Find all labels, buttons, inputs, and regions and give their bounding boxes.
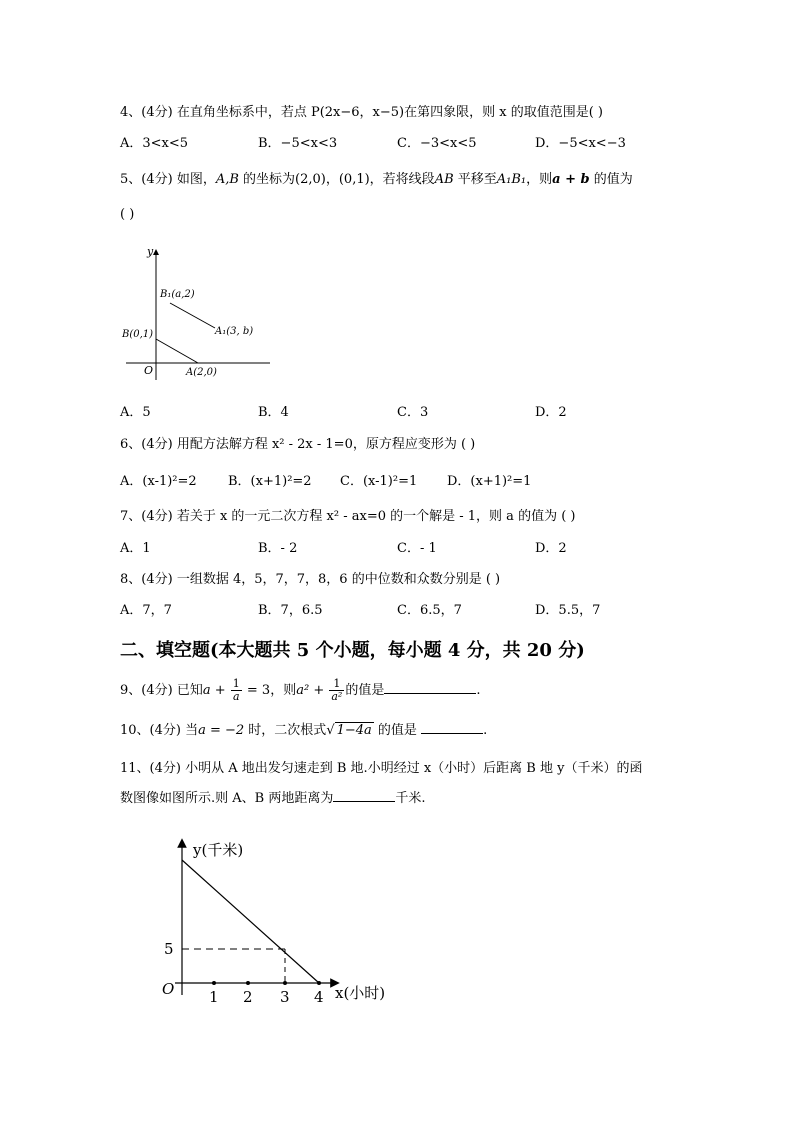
- q11-stem-line2: 数图像如图所示.则 A、B 两地距离为 千米.: [120, 791, 426, 806]
- q5-segment-a1b1: [170, 303, 215, 328]
- q7-option-a: A．1: [120, 541, 151, 556]
- q6-option-d: D．(x+1)²=1: [447, 474, 532, 489]
- q11-tick-dot-1: [212, 981, 216, 985]
- q7-option-d: D．2: [535, 541, 567, 556]
- q11-x-tick-2: 2: [243, 988, 253, 1006]
- q8-option-c: C．6.5，7: [397, 603, 462, 618]
- q5-option-c: C．3: [397, 405, 429, 420]
- q11-line-segment: [182, 860, 319, 983]
- q9-stem: 9、(4分) 已知a + $\frac{1}{a}$ = 3，则a² + $\frac{1}{\text{a²}}$ 的值是 .: [120, 677, 481, 703]
- q7-option-c: C．- 1: [397, 541, 437, 556]
- q9-fraction-2: $\frac{1}{\text{a²}}$: [331, 677, 343, 703]
- q5-option-d: D．2: [535, 405, 567, 420]
- q6-stem: 6、(4分) 用配方法解方程 x² - 2x - 1=0，原方程应变形为 ( ): [120, 437, 476, 452]
- q11-x-label: x(小时): [335, 984, 386, 1002]
- q10-stem: 10、(4分) 当a = −2 时，二次根式√ 1−4a 的值是 .: [120, 723, 488, 738]
- q10-radicand: 1−4a: [336, 723, 372, 738]
- q6-option-c: C．(x-1)²=1: [340, 474, 418, 489]
- q11-x-tick-4: 4: [314, 988, 324, 1006]
- section-2-title: 二、填空题(本大题共 5 个小题，每小题 4 分，共 20 分): [120, 640, 585, 661]
- q8-option-b: B．7，6.5: [258, 603, 323, 618]
- q5-origin-label: O: [144, 364, 154, 377]
- q11-tick-dot-2: [246, 981, 250, 985]
- q10-answer-blank[interactable]: [421, 733, 483, 734]
- q5-y-label: y: [147, 245, 154, 258]
- q5-segment-ab: [156, 339, 198, 363]
- q8-option-d: D．5.5，7: [535, 603, 601, 618]
- q7-option-b: B．- 2: [258, 541, 298, 556]
- q11-tick-dot-4: [317, 981, 321, 985]
- q11-y-label: y(千米): [193, 841, 244, 859]
- q8-stem: 8、(4分) 一组数据 4，5，7，7，8，6 的中位数和众数分别是 ( ): [120, 572, 501, 587]
- q11-origin: O: [162, 980, 175, 998]
- q4-option-c: C．−3<x<5: [397, 136, 477, 151]
- q9-answer-blank[interactable]: [384, 693, 476, 694]
- q5-b-label: B(0,1): [122, 329, 154, 340]
- q4-option-a: A．3<x<5: [120, 136, 189, 151]
- q5-figure: [120, 240, 280, 385]
- q5-stem: 5、(4分) 如图，A,B 的坐标为(2,0)，(0,1)，若将线段AB 平移至A₁B₁，则a + b 的值为: [120, 172, 633, 187]
- q5-a-label: A(2,0): [186, 367, 217, 378]
- q11-graph: [155, 833, 395, 1013]
- q5-a1-label: A₁(3, b): [215, 326, 254, 337]
- q4-option-b: B．−5<x<3: [258, 136, 338, 151]
- q5-option-b: B．4: [258, 405, 289, 420]
- q11-x-tick-1: 1: [209, 988, 219, 1006]
- q6-option-a: A．(x-1)²=2: [120, 474, 197, 489]
- q11-tick-dot-3: [283, 981, 287, 985]
- q9-fraction-1: $\frac{1}{a}$: [232, 677, 240, 703]
- q11-x-tick-3: 3: [280, 988, 290, 1006]
- q8-option-a: A．7，7: [120, 603, 172, 618]
- q4-stem: 4、(4分) 在直角坐标系中，若点 P(2x−6，x−5)在第四象限，则 x 的取值范围是( ): [120, 105, 603, 120]
- q5-option-a: A．5: [120, 405, 151, 420]
- q11-answer-blank[interactable]: [333, 801, 395, 802]
- q11-stem-line1: 11、(4分) 小明从 A 地出发匀速走到 B 地.小明经过 x（小时）后距离 B 地 y（千米）的函: [120, 761, 643, 776]
- q6-option-b: B．(x+1)²=2: [228, 474, 312, 489]
- q11-y-tick-5: 5: [164, 940, 174, 958]
- q10-radical-sign: √: [326, 723, 335, 738]
- q5-answer-paren: ( ): [120, 207, 135, 222]
- q4-option-d: D．−5<x<−3: [535, 136, 626, 151]
- q5-b1-label: B₁(a,2): [160, 289, 195, 300]
- q7-stem: 7、(4分) 若关于 x 的一元二次方程 x² - ax=0 的一个解是 - 1，则 a 的值为 ( ): [120, 509, 576, 524]
